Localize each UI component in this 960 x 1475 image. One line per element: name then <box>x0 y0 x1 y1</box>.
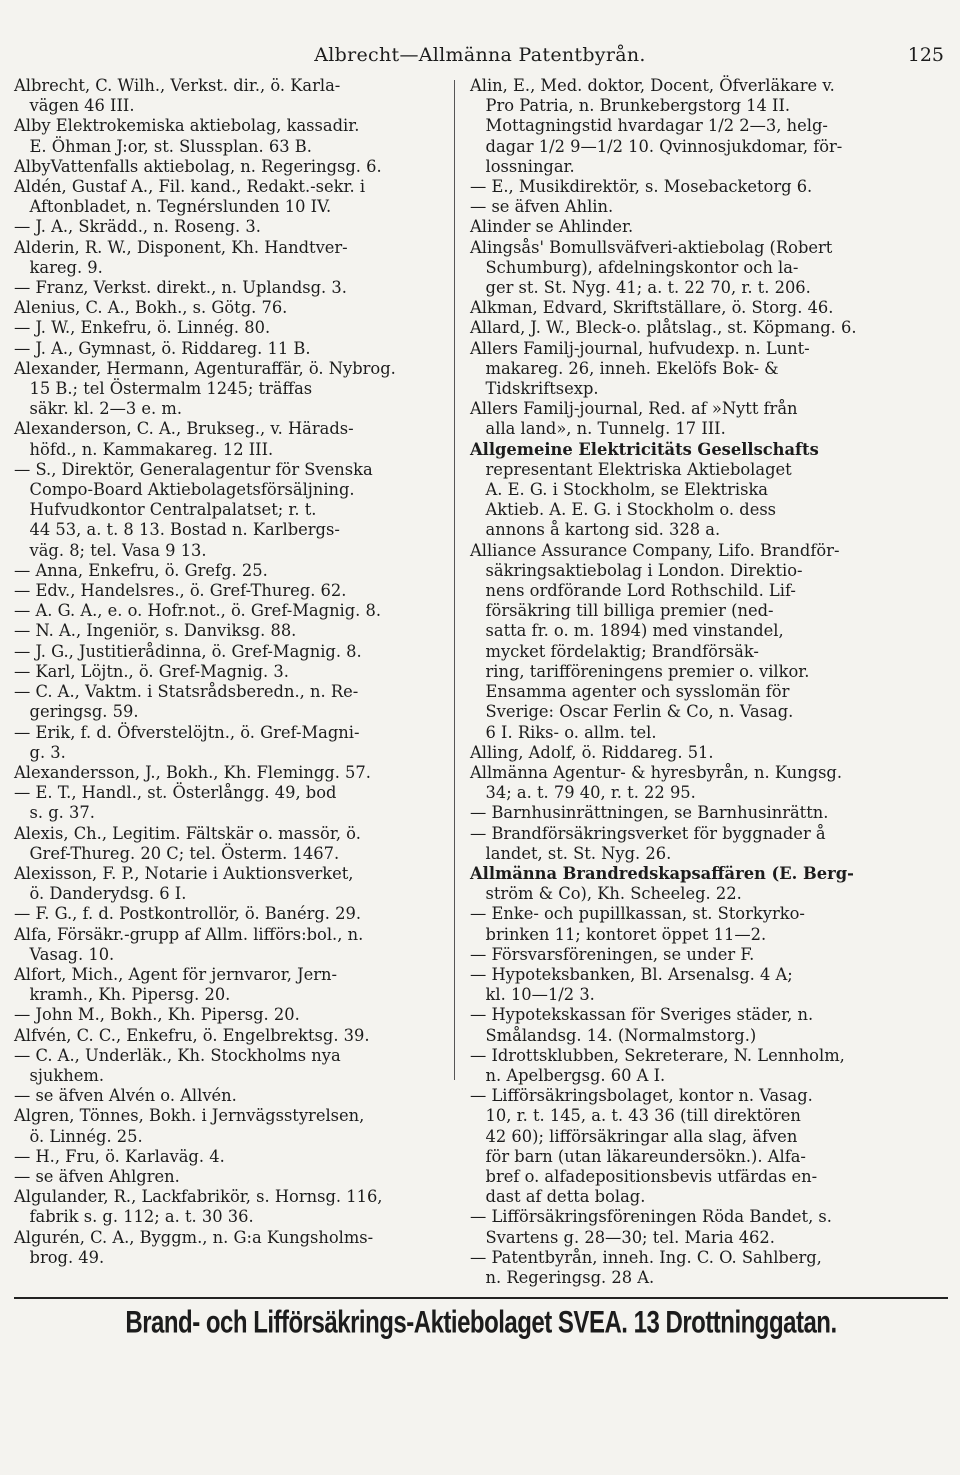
directory-entry-line: — E., Musikdirektör, s. Mosebacketorg 6. <box>470 177 813 197</box>
directory-entry-line: — Lifförsäkringsbolaget, kontor n. Vasag. <box>470 1086 813 1106</box>
directory-entry-line: — se äfven Ahlin. <box>470 197 614 217</box>
directory-entry-line: ring, tarifföreningens premier o. vilkor. <box>470 661 810 681</box>
left-column <box>14 76 446 1268</box>
directory-entry-line: Ensamma agenter och sysslomän för <box>470 682 790 702</box>
directory-entry-line: — J. W., Enkefru, ö. Linnég. 80. <box>14 318 271 338</box>
directory-entry-line: AlbyVattenfalls aktiebolag, n. Regeringsg. 6. <box>14 156 382 176</box>
directory-entry-line: — se äfven Alvén o. Allvén. <box>14 1086 237 1106</box>
column-divider <box>454 80 455 1080</box>
directory-entry-line: Allgemeine Elektricitäts Gesellschafts <box>470 439 819 459</box>
directory-entry-line: Gref-Thureg. 20 C; tel. Österm. 1467. <box>14 843 340 863</box>
directory-entry-line: Alkman, Edvard, Skriftställare, ö. Storg. 46. <box>470 298 834 318</box>
directory-entry-line: — S., Direktör, Generalagentur för Svenska <box>14 459 373 479</box>
directory-entry-line: brog. 49. <box>14 1247 105 1267</box>
directory-entry-line: ström & Co), Kh. Scheeleg. 22. <box>470 884 742 904</box>
directory-entry-line: Svartens g. 28—30; tel. Maria 462. <box>470 1227 775 1247</box>
directory-entry-line: 42 60); lifförsäkringar alla slag, äfven <box>470 1126 798 1146</box>
directory-entry-line: Mottagningstid hvardagar 1/2 2—3, helg- <box>470 116 828 136</box>
directory-entry-line: Alliance Assurance Company, Lifo. Brandför- <box>470 540 840 560</box>
directory-entry-line: A. E. G. i Stockholm, se Elektriska <box>470 480 769 500</box>
directory-entry-line: — Enke- och pupillkassan, st. Storkyrko- <box>470 904 805 924</box>
directory-entry-line: — Hypoteksbanken, Bl. Arsenalsg. 4 A; <box>470 964 793 984</box>
running-title: Albrecht—Allmänna Patentbyrån. <box>314 44 646 66</box>
directory-entry-line: — Lifförsäkringsföreningen Röda Bandet, s. <box>470 1207 832 1227</box>
directory-entry-line: — Karl, Löjtn., ö. Gref-Magnig. 3. <box>14 661 289 681</box>
directory-entry-line: Compo-Board Aktiebolagetsförsäljning. <box>14 480 355 500</box>
directory-entry-line: Algulander, R., Lackfabrikör, s. Hornsg. 116, <box>14 1187 383 1207</box>
directory-entry-line: Allmänna Brandredskapsaffären (E. Berg- <box>470 863 854 883</box>
directory-entry-line: Alexisson, F. P., Notarie i Auktionsverket, <box>14 863 354 883</box>
directory-entry-line: — C. A., Underläk., Kh. Stockholms nya <box>14 1045 341 1065</box>
directory-entry-line: Pro Patria, n. Brunkebergstorg 14 II. <box>470 96 791 116</box>
right-column <box>470 76 948 1288</box>
directory-entry-line: Aktieb. A. E. G. i Stockholm o. dess <box>470 500 777 520</box>
directory-entry-line: vägen 46 III. <box>14 96 135 116</box>
directory-entry-line: — Hypotekskassan för Sveriges städer, n. <box>470 1005 814 1025</box>
directory-entry-line: geringsg. 59. <box>14 702 139 722</box>
directory-entry-line: Alfort, Mich., Agent för jernvaror, Jern- <box>14 964 338 984</box>
directory-entry-line: kramh., Kh. Pipersg. 20. <box>14 985 231 1005</box>
directory-entry-line: n. Apelbergsg. 60 A I. <box>470 1065 666 1085</box>
directory-entry-line: satta fr. o. m. 1894) med vinstandel, <box>470 621 784 641</box>
directory-entry-line: s. g. 37. <box>14 803 95 823</box>
directory-entry-line: representant Elektriska Aktiebolaget <box>470 459 792 479</box>
directory-entry-line: 10, r. t. 145, a. t. 43 36 (till direktören <box>470 1106 801 1126</box>
directory-entry-line: Alderin, R. W., Disponent, Kh. Handtver- <box>14 237 348 257</box>
directory-entry-line: 34; a. t. 79 40, r. t. 22 95. <box>470 783 696 803</box>
directory-entry-line: Alexander, Hermann, Agenturaffär, ö. Nybrog. <box>14 358 396 378</box>
directory-entry-line: annons å kartong sid. 328 a. <box>470 520 721 540</box>
footer-rule <box>14 1297 948 1299</box>
directory-entry-line: Alling, Adolf, ö. Riddareg. 51. <box>470 742 714 762</box>
directory-entry-line: — J. A., Gymnast, ö. Riddareg. 11 B. <box>14 338 311 358</box>
directory-entry-line: 6 I. Riks- o. allm. tel. <box>470 722 657 742</box>
directory-entry-line: säkringsaktiebolag i London. Direktio- <box>470 560 803 580</box>
directory-entry-line: Allard, J. W., Bleck-o. plåtslag., st. Köpmang. 6. <box>470 318 857 338</box>
directory-entry-line: — H., Fru, ö. Karlaväg. 4. <box>14 1146 225 1166</box>
directory-entry-line: lossningar. <box>470 156 575 176</box>
directory-entry-line: — C. A., Vaktm. i Statsrådsberedn., n. Re- <box>14 682 359 702</box>
directory-entry-line: kl. 10—1/2 3. <box>470 985 595 1005</box>
directory-entry-line: — Brandförsäkringsverket för byggnader å <box>470 823 826 843</box>
directory-entry-line: landet, st. St. Nyg. 26. <box>470 843 672 863</box>
directory-entry-line: försäkring till billiga premier (ned- <box>470 601 774 621</box>
directory-entry-line: Aftonbladet, n. Tegnérslunden 10 IV. <box>14 197 332 217</box>
directory-entry-line: dagar 1/2 9—1/2 10. Qvinnosjukdomar, för- <box>470 136 843 156</box>
directory-entry-line: sjukhem. <box>14 1065 105 1085</box>
directory-entry-line: Vasag. 10. <box>14 944 115 964</box>
directory-entry-line: Alfvén, C. C., Enkefru, ö. Engelbrektsg. 39. <box>14 1025 370 1045</box>
directory-entry-line: — F. G., f. d. Postkontrollör, ö. Banérg. 29. <box>14 904 362 924</box>
directory-entry-line: Alfa, Försäkr.-grupp af Allm. lifförs:bol., n. <box>14 924 364 944</box>
directory-entry-line: Allmänna Agentur- & hyresbyrån, n. Kungsg. <box>470 762 843 782</box>
directory-entry-line: Allers Familj-journal, Red. af »Nytt från <box>470 399 798 419</box>
directory-entry-line: Alby Elektrokemiska aktiebolag, kassadir. <box>14 116 360 136</box>
directory-entry-line: — Försvarsföreningen, se under F. <box>470 944 755 964</box>
directory-entry-line: Aldén, Gustaf A., Fil. kand., Redakt.-sekr. i <box>14 177 366 197</box>
directory-entry-line: — Patentbyrån, inneh. Ing. C. O. Sahlberg, <box>470 1247 822 1267</box>
directory-entry-line: Smålandsg. 14. (Normalmstorg.) <box>470 1025 757 1045</box>
directory-entry-line: mycket fördelaktig; Brandförsäk- <box>470 641 759 661</box>
directory-entry-line: — Barnhusinrättningen, se Barnhusinrättn. <box>470 803 829 823</box>
directory-entry-line: — J. A., Skrädd., n. Roseng. 3. <box>14 217 261 237</box>
directory-entry-line: — J. G., Justitierådinna, ö. Gref-Magnig. 8. <box>14 641 362 661</box>
directory-entry-line: Alinder se Ahlinder. <box>470 217 634 237</box>
directory-entry-line: makareg. 26, inneh. Ekelöfs Bok- & <box>470 358 779 378</box>
directory-entry-line: Algren, Tönnes, Bokh. i Jernvägsstyrelsen, <box>14 1106 365 1126</box>
directory-entry-line: bref o. alfadepositionsbevis utfärdas en- <box>470 1166 818 1186</box>
directory-entry-line: — se äfven Ahlgren. <box>14 1166 180 1186</box>
directory-entry-line: ö. Danderydsg. 6 I. <box>14 884 187 904</box>
directory-entry-line: g. 3. <box>14 742 66 762</box>
directory-entry-line: 15 B.; tel Östermalm 1245; träffas <box>14 379 313 399</box>
directory-entry-line: — Franz, Verkst. direkt., n. Uplandsg. 3. <box>14 278 347 298</box>
directory-entry-line: n. Regeringsg. 28 A. <box>470 1267 655 1287</box>
directory-entry-line: — John M., Bokh., Kh. Pipersg. 20. <box>14 1005 300 1025</box>
directory-entry-line: — E. T., Handl., st. Österlångg. 49, bod <box>14 783 337 803</box>
page-number: 125 <box>907 44 944 66</box>
directory-entry-line: Alexis, Ch., Legitim. Fältskär o. massör, ö. <box>14 823 361 843</box>
directory-entry-line: — Idrottsklubben, Sekreterare, N. Lennholm, <box>470 1045 845 1065</box>
footer-advert: Brand- och Lifförsäkrings-Aktiebolaget SVEA. 13 Drottninggatan. <box>125 1305 837 1341</box>
directory-entry-line: — Edv., Handelsres., ö. Gref-Thureg. 62. <box>14 581 347 601</box>
directory-entry-line: höfd., n. Kammakareg. 12 III. <box>14 439 274 459</box>
directory-entry-line: alla land», n. Tunnelg. 17 III. <box>470 419 726 439</box>
directory-entry-line: Alin, E., Med. doktor, Docent, Öfverläkare v. <box>470 76 835 95</box>
directory-entry-line: kareg. 9. <box>14 257 103 277</box>
directory-entry-line: — Anna, Enkefru, ö. Grefg. 25. <box>14 560 268 580</box>
directory-entry-line: — Erik, f. d. Öfverstelöjtn., ö. Gref-Magni- <box>14 722 360 742</box>
directory-entry-line: 44 53, a. t. 8 13. Bostad n. Karlbergs- <box>14 520 340 540</box>
directory-entry-line: nens ordförande Lord Rothschild. Lif- <box>470 581 796 601</box>
directory-entry-line: ö. Linnég. 25. <box>14 1126 143 1146</box>
directory-entry-line: Alenius, C. A., Bokh., s. Götg. 76. <box>14 298 288 318</box>
directory-entry-line: Tidskriftsexp. <box>470 379 599 399</box>
directory-entry-line: Algurén, C. A., Byggm., n. G:a Kungsholms- <box>14 1227 374 1247</box>
directory-entry-line: för barn (utan läkareundersökn.). Alfa- <box>470 1146 806 1166</box>
directory-entry-line: Alexanderson, C. A., Brukseg., v. Härads- <box>14 419 354 439</box>
directory-entry-line: — N. A., Ingeniör, s. Danviksg. 88. <box>14 621 297 641</box>
directory-entry-line: Allers Familj-journal, hufvudexp. n. Lunt- <box>470 338 810 358</box>
page-header <box>0 44 960 74</box>
directory-entry-line: Schumburg), afdelningskontor och la- <box>470 257 799 277</box>
directory-entry-line: fabrik s. g. 112; a. t. 30 36. <box>14 1207 254 1227</box>
directory-entry-line: Alexandersson, J., Bokh., Kh. Flemingg. 57. <box>14 762 371 782</box>
directory-entry-line: ger st. St. Nyg. 41; a. t. 22 70, r. t. 206. <box>470 278 811 298</box>
directory-entry-line: brinken 11; kontoret öppet 11—2. <box>470 924 767 944</box>
directory-entry-line: väg. 8; tel. Vasa 9 13. <box>14 540 207 560</box>
directory-entry-line: säkr. kl. 2—3 e. m. <box>14 399 182 419</box>
directory-entry-line: — A. G. A., e. o. Hofr.not., ö. Gref-Magnig. 8. <box>14 601 382 621</box>
directory-entry-line: E. Öhman J:or, st. Slussplan. 63 B. <box>14 136 312 156</box>
directory-entry-line: Albrecht, C. Wilh., Verkst. dir., ö. Karla- <box>14 76 341 95</box>
directory-entry-line: Sverige: Oscar Ferlin & Co, n. Vasag. <box>470 702 794 722</box>
directory-entry-line: dast af detta bolag. <box>470 1187 646 1207</box>
directory-entry-line: Alingsås' Bomullsväfveri-aktiebolag (Robert <box>470 237 833 257</box>
directory-entry-line: Hufvudkontor Centralpalatset; r. t. <box>14 500 317 520</box>
